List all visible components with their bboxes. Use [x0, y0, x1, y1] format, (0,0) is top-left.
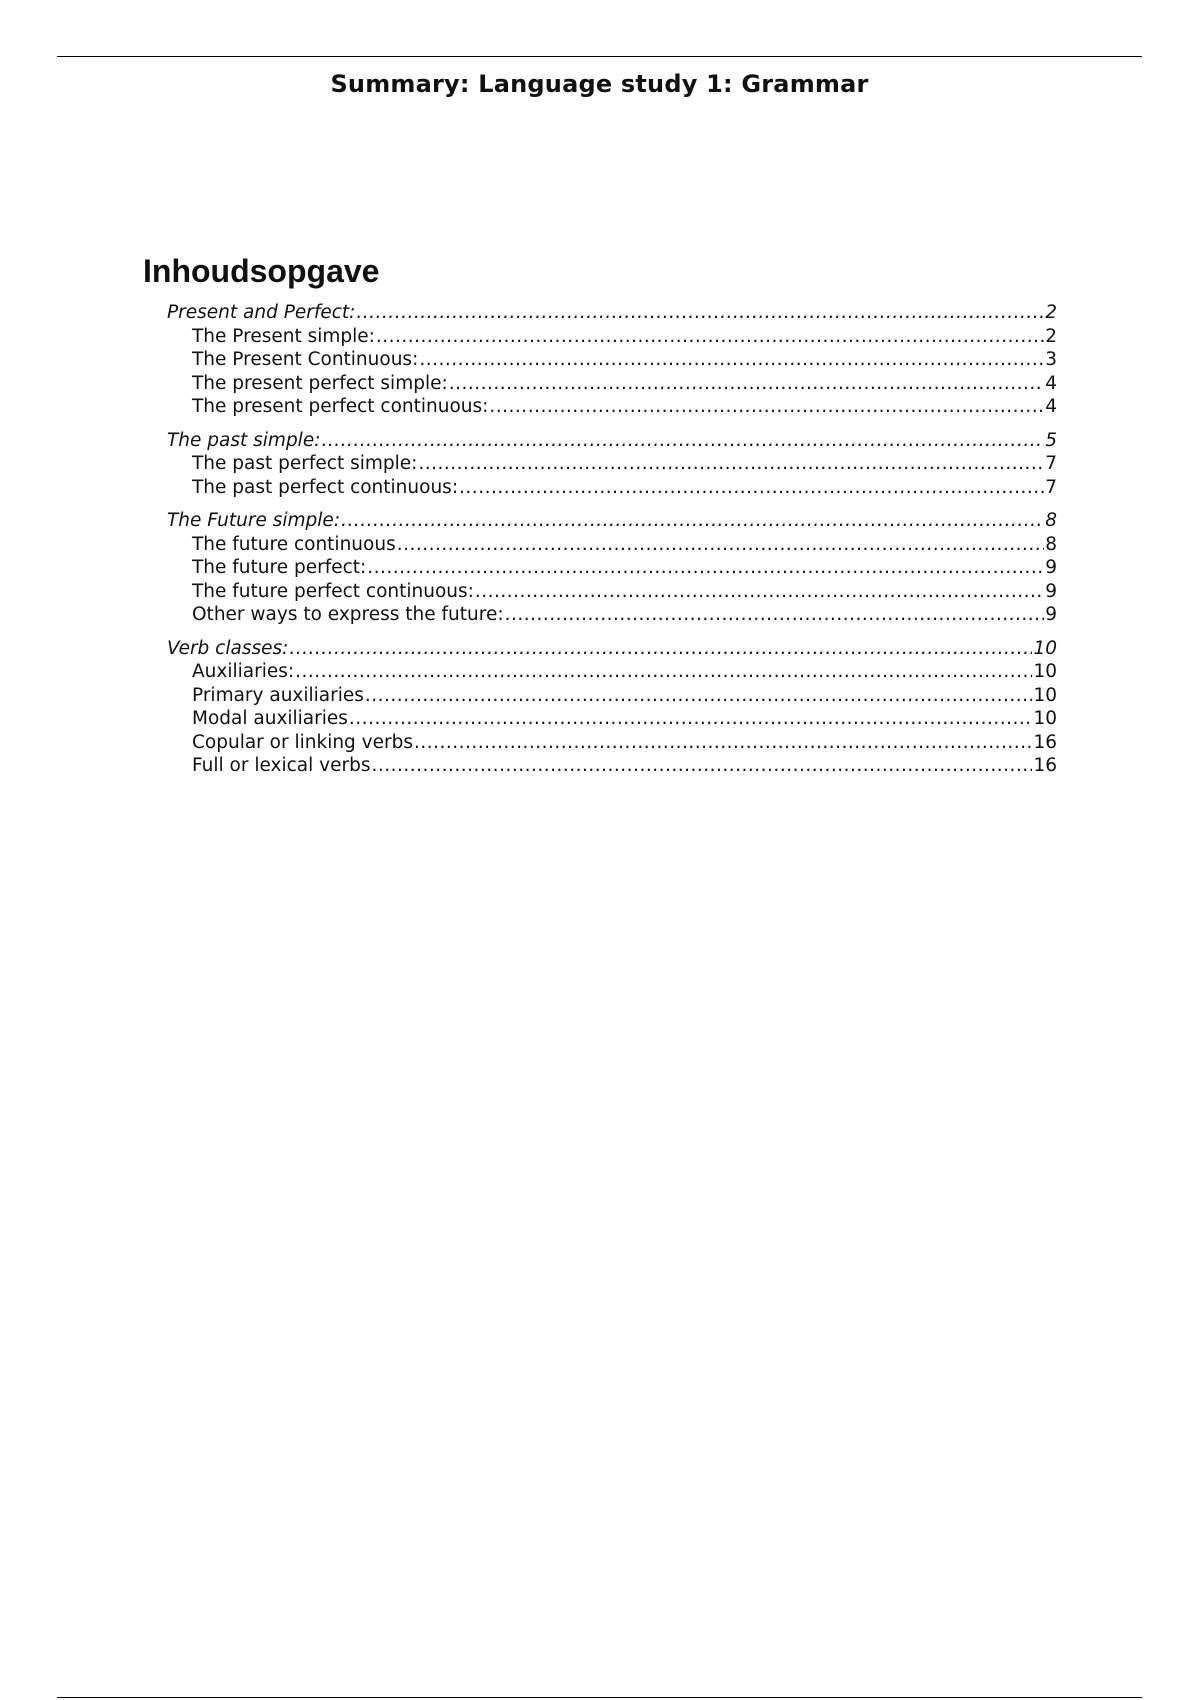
toc-leader-dots [376, 325, 1044, 349]
toc-entry-future-perfect-continuous[interactable] [167, 580, 1057, 604]
toc-entry-page: 4 [1045, 396, 1057, 417]
toc-entry-page: 5 [1045, 429, 1057, 451]
toc-entry-page: 10 [1033, 684, 1057, 706]
toc-entry-title: The present perfect continuous: [192, 396, 489, 417]
toc-entry-page: 9 [1045, 557, 1057, 578]
toc-entry-title: Auxiliaries: [192, 661, 295, 682]
toc-leader-dots [419, 348, 1044, 372]
toc-entry-page: 4 [1045, 372, 1057, 394]
toc-entry-page: 10 [1033, 637, 1057, 659]
toc-entry-page: 7 [1045, 476, 1057, 498]
document-title: Summary: Language study 1: Grammar [330, 70, 869, 98]
toc-entry-present-continuous[interactable] [167, 348, 1057, 372]
toc-entry-title: The present perfect simple: [192, 372, 448, 394]
toc-heading: Inhoudsopgave [143, 253, 380, 289]
toc-entry-modal-auxiliaries[interactable] [167, 707, 1057, 731]
toc-entry-past-perfect-simple[interactable] [167, 452, 1057, 476]
toc-entry-title: The future continuous [192, 533, 396, 555]
toc-entry-page: 16 [1033, 731, 1057, 753]
toc-entry-past-simple[interactable] [167, 429, 1057, 453]
toc-entry-full-lexical-verbs[interactable] [167, 754, 1057, 778]
toc-leader-dots [397, 533, 1045, 557]
toc-entry-title: The future perfect continuous: [192, 580, 474, 602]
toc-leader-dots [289, 637, 1032, 661]
toc-leader-dots [341, 509, 1044, 533]
toc-entry-title: Modal auxiliaries [192, 708, 348, 729]
toc-entry-title: Present and Perfect: [167, 302, 356, 323]
toc-entry-title: The future perfect: [192, 557, 367, 578]
toc-entry-page: 16 [1033, 755, 1057, 776]
toc-entry-future-perfect[interactable] [167, 556, 1057, 580]
toc-entry-page: 10 [1033, 661, 1057, 682]
toc-leader-dots [449, 372, 1044, 396]
table-of-contents [167, 301, 1057, 788]
toc-entry-title: The past perfect simple: [192, 453, 418, 474]
toc-entry-title: The Future simple: [167, 510, 341, 531]
toc-leader-dots [371, 754, 1032, 778]
toc-entry-page: 2 [1045, 325, 1057, 347]
toc-entry-present-and-perfect[interactable] [167, 301, 1057, 325]
toc-entry-page: 8 [1045, 510, 1057, 531]
toc-leader-dots [365, 684, 1033, 708]
toc-entry-title: The past perfect continuous: [192, 476, 459, 498]
toc-leader-dots [349, 707, 1033, 731]
toc-entry-title: Other ways to express the future: [192, 604, 504, 625]
toc-leader-dots [414, 731, 1032, 755]
toc-entry-title: The Present Continuous: [192, 349, 419, 370]
toc-entry-title: The past simple: [167, 429, 321, 451]
toc-entry-page: 3 [1045, 349, 1057, 370]
toc-entry-title: Full or lexical verbs [192, 755, 371, 776]
toc-entry-past-perfect-continuous[interactable] [167, 476, 1057, 500]
toc-entry-page: 9 [1045, 580, 1057, 602]
toc-entry-copular-linking-verbs[interactable] [167, 731, 1057, 755]
toc-entry-present-perfect-simple[interactable] [167, 372, 1057, 396]
toc-entry-future-continuous[interactable] [167, 533, 1057, 557]
toc-leader-dots [475, 580, 1044, 604]
toc-section [167, 509, 1057, 627]
toc-entry-title: The Present simple: [192, 325, 375, 347]
toc-leader-dots [321, 429, 1044, 453]
toc-leader-dots [418, 452, 1044, 476]
toc-leader-dots [295, 660, 1032, 684]
toc-leader-dots [367, 556, 1044, 580]
toc-entry-present-simple[interactable] [167, 325, 1057, 349]
toc-entry-page: 2 [1045, 302, 1057, 323]
toc-entry-title: Copular or linking verbs [192, 731, 413, 753]
toc-leader-dots [356, 301, 1044, 325]
toc-section [167, 301, 1057, 419]
toc-entry-other-ways-future[interactable] [167, 603, 1057, 627]
toc-leader-dots [505, 603, 1045, 627]
toc-entry-future-simple[interactable] [167, 509, 1057, 533]
footer-rule [57, 1697, 1142, 1698]
toc-leader-dots [489, 395, 1044, 419]
toc-entry-verb-classes[interactable] [167, 637, 1057, 661]
toc-entry-title: Verb classes: [167, 637, 289, 659]
toc-leader-dots [459, 476, 1044, 500]
toc-entry-page: 8 [1045, 533, 1057, 555]
toc-section [167, 637, 1057, 778]
toc-entry-page: 7 [1045, 453, 1057, 474]
toc-entry-primary-auxiliaries[interactable] [167, 684, 1057, 708]
toc-entry-present-perfect-continuous[interactable] [167, 395, 1057, 419]
toc-entry-page: 10 [1033, 708, 1057, 729]
toc-entry-auxiliaries[interactable] [167, 660, 1057, 684]
toc-entry-title: Primary auxiliaries [192, 684, 364, 706]
toc-section [167, 429, 1057, 500]
toc-entry-page: 9 [1045, 604, 1057, 625]
header-rule [57, 56, 1142, 57]
